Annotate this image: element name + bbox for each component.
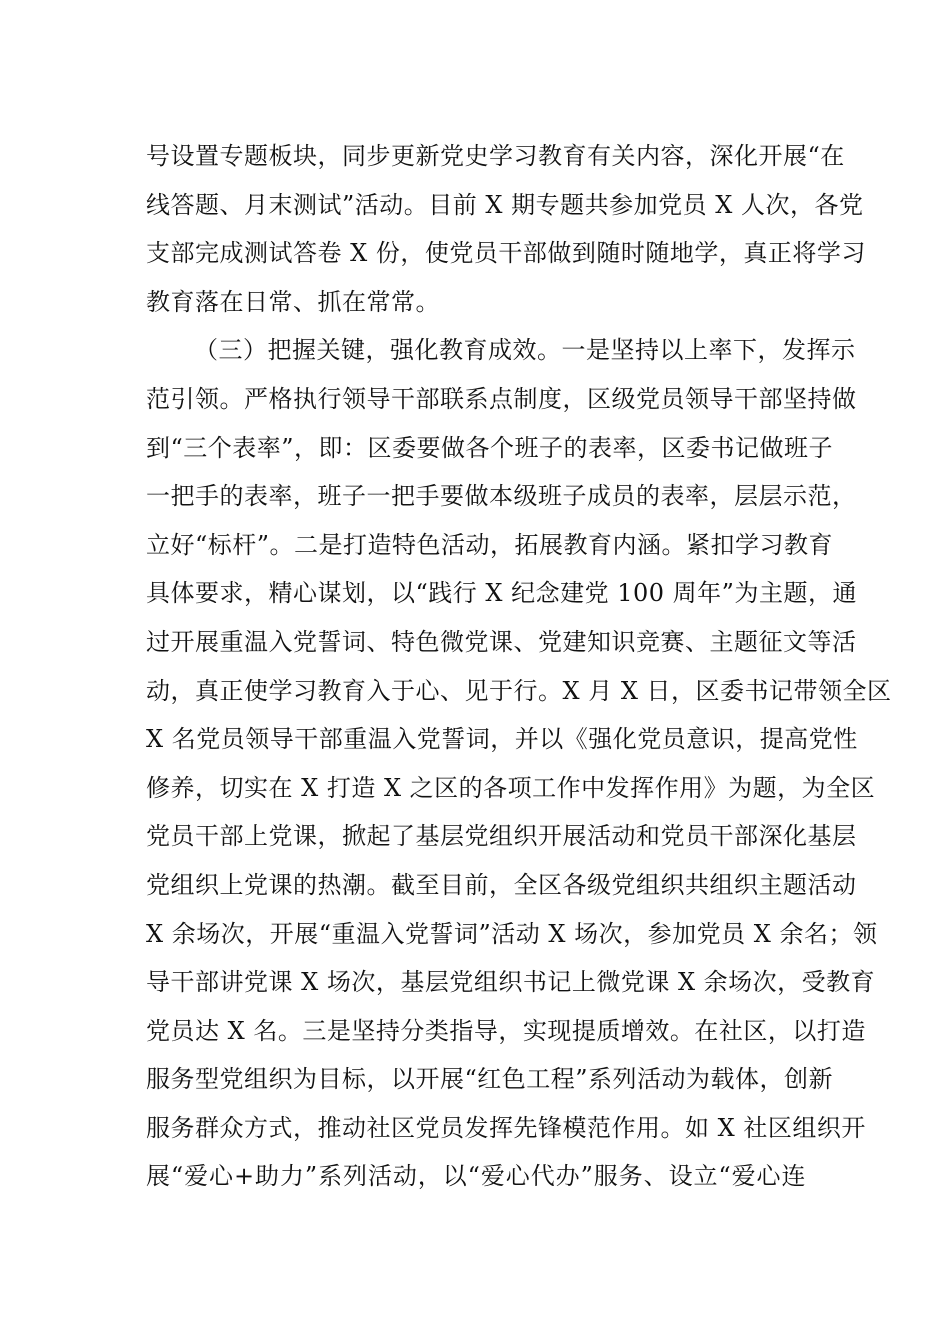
text-line: 服务群众方式，推动社区党员发挥先锋模范作用。如 X 社区组织开: [146, 1113, 866, 1142]
text-line: 线答题、月末测试”活动。目前 X 期专题共参加党员 X 人次，各党: [146, 190, 864, 219]
text-line: 党员达 X 名。三是坚持分类指导，实现提质增效。在社区，以打造: [146, 1016, 866, 1045]
paragraph-start-line: （三）把握关键，强化教育成效。一是坚持以上率下，发挥示: [194, 336, 856, 365]
text-line: 立好“标杆”。二是打造特色活动，拓展教育内涵。紧扣学习教育: [146, 530, 834, 559]
text-line: 党员干部上党课，掀起了基层党组织开展活动和党员干部深化基层: [146, 822, 857, 851]
text-line: 过开展重温入党誓词、特色微党课、党建知识竞赛、主题征文等活: [146, 627, 857, 656]
text-line: X 余场次，开展“重温入党誓词”活动 X 场次，参加党员 X 余名；领: [146, 919, 878, 948]
text-line: 导干部讲党课 X 场次，基层党组织书记上微党课 X 余场次，受教育: [146, 968, 876, 997]
text-line: 号设置专题板块，同步更新党史学习教育有关内容，深化开展“在: [146, 142, 845, 170]
text-line: 支部完成测试答卷 X 份，使党员干部做到随时随地学，真正将学习: [146, 239, 866, 268]
body-text: [146, 132, 892, 1201]
text-line: 党组织上党课的热潮。截至目前，全区各级党组织共组织主题活动: [146, 870, 857, 899]
text-line: 服务型党组织为目标，以开展“红色工程”系列活动为载体，创新: [146, 1065, 834, 1094]
text-line: 教育落在日常、抓在常常。: [146, 287, 440, 316]
text-line: 修养，切实在 X 打造 X 之区的各项工作中发挥作用》为题，为全区: [146, 773, 876, 802]
text-line: 一把手的表率，班子一把手要做本级班子成员的表率，层层示范，: [146, 482, 857, 511]
text-line: 展“爱心+助力”系列活动，以“爱心代办”服务、设立“爱心连: [146, 1162, 806, 1191]
text-line: 动，真正使学习教育入于心、见于行。X 月 X 日，区委书记带领全区: [146, 676, 892, 705]
text-line: 范引领。严格执行领导干部联系点制度，区级党员领导干部坚持做: [146, 384, 857, 413]
text-line: 具体要求，精心谋划，以“践行 X 纪念建党 100 周年”为主题，通: [146, 579, 857, 608]
text-line: 到“三个表率”，即：区委要做各个班子的表率，区委书记做班子: [146, 433, 834, 462]
text-line: X 名党员领导干部重温入党誓词，并以《强化党员意识，提高党性: [146, 725, 858, 754]
